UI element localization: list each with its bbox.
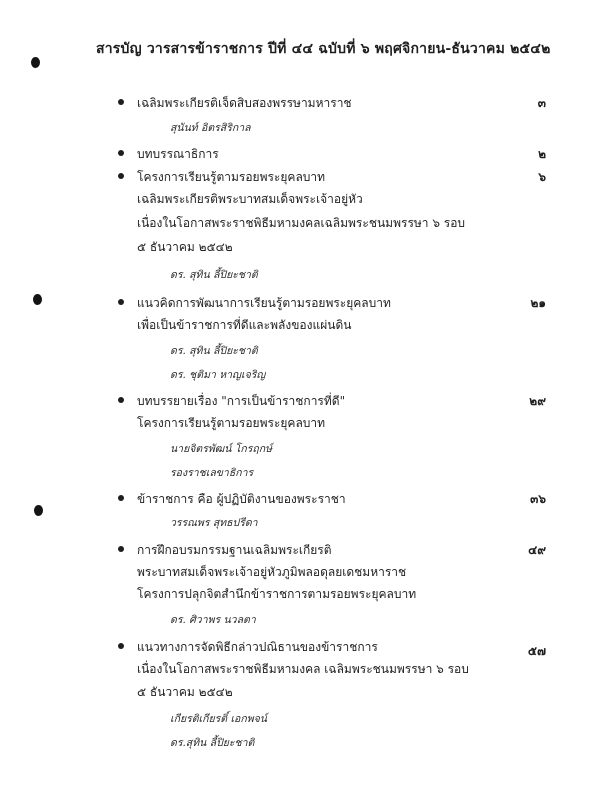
entry-author: ดร.สุทิน ลี้ปิยะชาติ — [170, 737, 255, 749]
entry-author: เกียรติเกียรติ์ เอกพจน์ — [170, 713, 267, 725]
bullet-icon — [118, 150, 124, 156]
entry-author: รองราชเลขาธิการ — [170, 467, 254, 479]
entry-title-line: เฉลิมพระเกียรติพระบาทสมเด็จพระเจ้าอยู่หัว — [137, 192, 363, 206]
entry-author: ดร. ศิวาพร นวลตา — [170, 614, 256, 626]
entry-author: วรรณพร สุทธปรีดา — [170, 517, 258, 529]
binder-hole-middle — [33, 294, 42, 305]
entry-author: สุนันท์ อิตรสิริกาล — [170, 122, 251, 134]
entry-page-number: ๕๗ — [527, 644, 546, 658]
entry-page-number: ๒๑ — [530, 296, 546, 310]
bullet-icon — [118, 99, 124, 105]
entry-author: ดร. สุทิน ลี้ปิยะชาติ — [170, 269, 258, 281]
entry-page-number: ๒๙ — [529, 394, 546, 408]
entry-title-line: พระบาทสมเด็จพระเจ้าอยู่หัวภูมิพลอดุลยเดชมหาราช — [137, 565, 407, 579]
entry-title: เฉลิมพระเกียรติเจ็ดสิบสองพรรษามหาราช — [137, 96, 352, 110]
entry-page-number: ๓๖ — [530, 492, 546, 506]
entry-title: บทบรรยายเรื่อง "การเป็นข้าราชการที่ดี" — [137, 394, 346, 408]
entry-page-number: ๔๙ — [528, 543, 546, 557]
entry-title: แนวคิดการพัฒนาการเรียนรู้ตามรอยพระยุคลบาท — [137, 296, 391, 310]
entry-author: นายจิตรพัฒน์ โกรฤกษ์ — [170, 443, 273, 455]
bullet-icon — [118, 495, 124, 501]
entry-title-line: ๕ ธันวาคม ๒๕๔๒ — [137, 240, 233, 254]
entry-author: ดร. ชุติมา หาญเจริญ — [170, 369, 266, 381]
entry-page-number: ๖ — [538, 170, 546, 184]
entry-title-line: โครงการปลุกจิตสำนึกข้าราชการตามรอยพระยุคลบาท — [137, 587, 417, 601]
entry-title: โครงการเรียนรู้ตามรอยพระยุคลบาท — [137, 170, 326, 184]
binder-hole-lower — [34, 505, 43, 516]
entry-title: การฝึกอบรมกรรมฐานเฉลิมพระเกียรติ — [137, 543, 332, 557]
entry-page-number: ๒ — [538, 147, 546, 161]
entry-author: ดร. สุทิน ลี้ปิยะชาติ — [170, 345, 258, 357]
entry-title: แนวทางการจัดพิธีกล่าวปณิธานของข้าราชการ — [137, 640, 378, 654]
bullet-icon — [118, 397, 124, 403]
entry-title-line: ๕ ธันวาคม ๒๕๔๒ — [137, 685, 233, 699]
bullet-icon — [118, 299, 124, 305]
page-title: สารบัญ วารสารข้าราชการ ปีที่ ๔๔ ฉบับที่ ๖ พฤศจิกายน-ธันวาคม ๒๕๔๒ — [96, 41, 551, 57]
binder-hole-top — [31, 57, 40, 68]
entry-title: บทบรรณาธิการ — [137, 147, 219, 161]
entry-title-line: โครงการเรียนรู้ตามรอยพระยุคลบาท — [137, 416, 326, 430]
entry-title-line: เนื่องในโอกาสพระราชพิธีมหามงคลเฉลิมพระชนมพรรษา ๖ รอบ — [137, 216, 466, 230]
entry-title-line: เนื่องในโอกาสพระราชพิธีมหามงคล เฉลิมพระชนมพรรษา ๖ รอบ — [137, 662, 469, 676]
bullet-icon — [118, 546, 124, 552]
bullet-icon — [118, 643, 124, 649]
bullet-icon — [118, 173, 124, 179]
entry-title-line: เพื่อเป็นข้าราชการที่ดีและพลังของแผ่นดิน — [137, 318, 352, 332]
entry-title: ข้าราชการ คือ ผู้ปฏิบัติงานของพระราชา — [137, 492, 346, 506]
entry-page-number: ๓ — [537, 96, 546, 110]
